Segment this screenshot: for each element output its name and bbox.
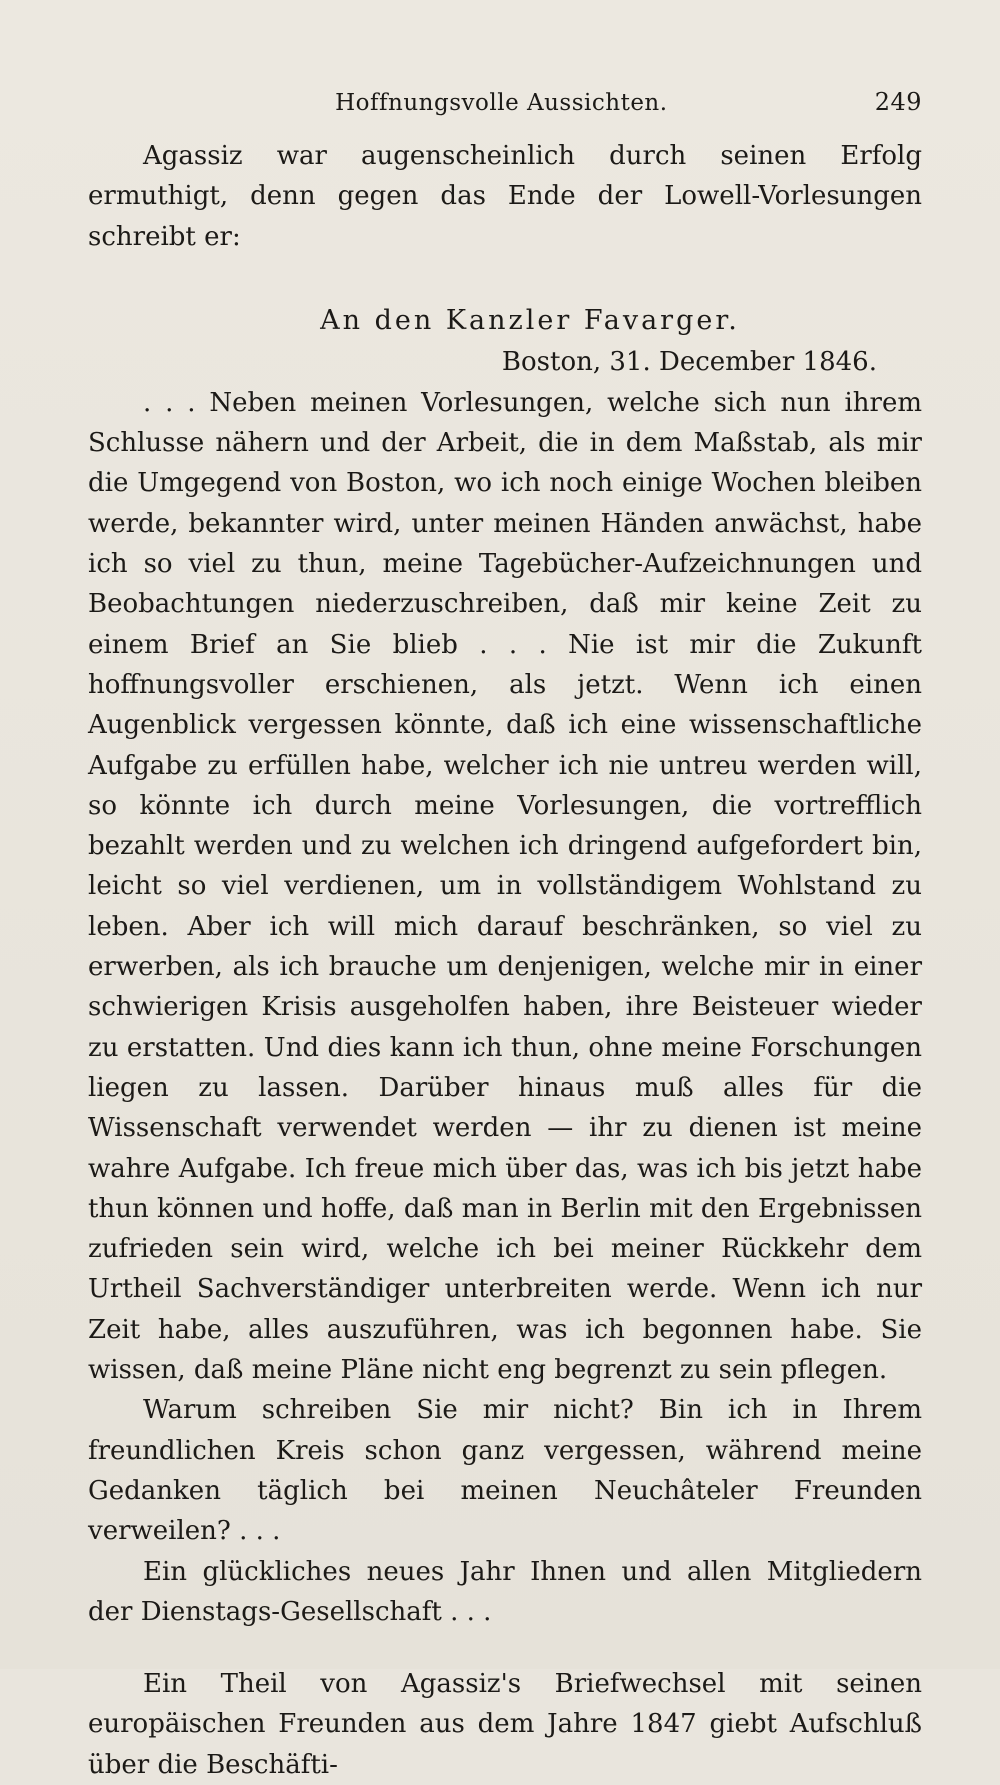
page-number: 249: [874, 88, 922, 116]
running-title: Hoffnungsvolle Aussichten.: [335, 90, 668, 116]
letter-paragraph-1: . . . Neben meinen Vorlesungen, welche sich nun ihrem Schlusse nähern und der Arbeit, die in dem Maßstab, als mir die Umgegend von Boston, wo ich noch einige Wochen bleiben werde, bekannter wird, unter meinen Händen anwächst, habe ich so viel zu thun, meine Tagebücher-Aufzeichnungen und Beobachtungen niederzuschreiben, daß mir keine Zeit zu einem Brief an Sie blieb . . . Nie ist mir die Zukunft hoffnungsvoller erschienen, als jetzt. Wenn ich einen Augenblick vergessen könnte, daß ich eine wissenschaftliche Aufgabe zu erfüllen habe, welcher ich nie untreu werden will, so könnte ich durch meine Vorlesungen, die vortrefflich bezahlt werden und zu welchen ich dringend aufgefordert bin, leicht so viel verdienen, um in vollständigem Wohlstand zu leben. Aber ich will mich darauf beschränken, so viel zu erwerben, als ich brauche um denjenigen, welche mir in einer schwierigen Krisis ausgeholfen haben, ihre Beisteuer wieder zu erstatten. Und dies kann ich thun, ohne meine Forschungen liegen zu lassen. Darüber hinaus muß alles für die Wissenschaft verwendet werden — ihr zu dienen ist meine wahre Aufgabe. Ich freue mich über das, was ich bis jetzt habe thun können und hoffe, daß man in Berlin mit den Ergebnissen zufrieden sein wird, welche ich bei meiner Rückkehr dem Urtheil Sachverständiger unterbreiten werde. Wenn ich nur Zeit habe, alles auszuführen, was ich begonnen habe. Sie wissen, daß meine Pläne nicht eng begrenzt zu sein pflegen.: [88, 387, 922, 1386]
section-gap: [88, 257, 922, 301]
section-gap: [88, 1632, 922, 1664]
letter-paragraph-3: Ein glückliches neues Jahr Ihnen und allen Mitgliedern der Dienstags-Gesellschaft . . .: [88, 1556, 922, 1627]
letter-paragraph-2: Warum schreiben Sie mir nicht? Bin ich in Ihrem freundlichen Kreis schon ganz vergessen, während meine Gedanken täglich bei meinen Neuchâteler Freunden verweilen? . . .: [88, 1395, 922, 1547]
closing-paragraph: Ein Theil von Agassiz's Briefwechsel mit seinen europäischen Freunden aus dem Jahre 1847 giebt Aufschluß über die Beschäfti-: [88, 1669, 922, 1780]
letter-salutation: An den Kanzler Favarger.: [320, 304, 740, 336]
letter-dateline: Boston, 31. December 1846.: [501, 346, 877, 377]
running-head: [88, 88, 922, 136]
intro-paragraph: Agassiz war augenscheinlich durch seinen Erfolg ermuthigt, denn gegen das Ende der Lowell-Vorlesungen schreibt er:: [88, 141, 922, 252]
